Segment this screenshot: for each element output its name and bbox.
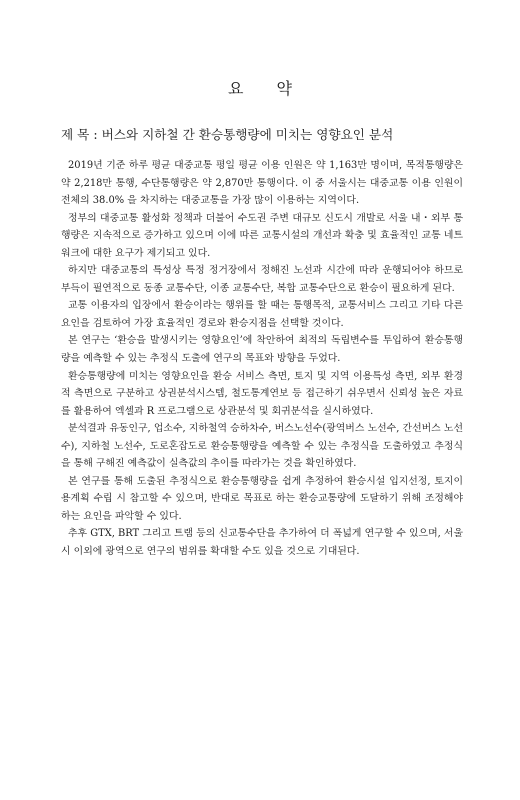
page-title: 요 약 bbox=[228, 79, 306, 98]
paragraph: 환승통행량에 미치는 영향요인을 환승 서비스 측면, 토지 및 지역 이용특성 측면, 외부 환경적 측면으로 구분하고 상권분석시스템, 철도통계연보 등 접근하기 쉬우면서 신뢰성 높은 자료를 활용하여 엑셀과 R 프로그램으로 상관분석 및 회귀분석을 실시하였다. bbox=[61, 370, 463, 417]
subject-line: 제 목 : 버스와 지하철 간 환승통행량에 미치는 영향요인 분석 bbox=[61, 127, 394, 142]
paragraph: 분석결과 유동인구, 업소수, 지하철역 승하차수, 버스노선수(광역버스 노선수, 간선버스 노선수), 지하철 노선수, 도로혼잡도로 환승통행량을 예측할 수 있는 추정식을 도출하였고 추정식을 통해 구해진 예측값이 실측값의 추이를 따라가는 것을 확인하였다. bbox=[61, 423, 463, 470]
paragraph: 하지만 대중교통의 특성상 특정 정거장에서 정해진 노선과 시간에 따라 운행되어야 하므로 부득이 필연적으로 동종 교통수단, 이종 교통수단, 복합 교통수단으로 환승이 필요하게 된다. bbox=[61, 265, 463, 294]
paragraph: 추후 GTX, BRT 그리고 트램 등의 신교통수단을 추가하여 더 폭넓게 연구할 수 있으며, 서울시 이외에 광역으로 연구의 범위를 확대할 수도 있을 것으로 기대된다. bbox=[61, 528, 463, 558]
paragraph: 본 연구는 ‘환승을 발생시키는 영향요인’에 착안하여 최적의 독립변수를 투입하여 환승통행량을 예측할 수 있는 추정식 도출에 연구의 목표와 방향을 두었다. bbox=[61, 335, 463, 365]
paragraph: 정부의 대중교통 활성화 정책과 더불어 수도권 주변 대규모 신도시 개발로 서울 내・외부 통행량은 지속적으로 증가하고 있으며 이에 따른 교통시설의 개선과 확충 및 효율적인 교통 네트워크에 대한 요구가 제기되고 있다. bbox=[61, 212, 463, 259]
summary-body bbox=[61, 157, 463, 561]
paragraph: 교통 이용자의 입장에서 환승이라는 행위를 할 때는 통행목적, 교통서비스 그리고 기타 다른 요인을 검토하여 가장 효율적인 경로와 환승지점을 선택할 것이다. bbox=[61, 300, 463, 329]
paragraph: 2019년 기준 하루 평균 대중교통 평일 평균 이용 인원은 약 1,163만 명이며, 목적통행량은 약 2,218만 통행, 수단통행량은 약 2,870만 통행이다. 이 중 서울시는 대중교통 이용 인원이 전체의 38.0% 을 차지하는 대중교통을 가장 많이 이용하는 지역이다. bbox=[61, 160, 463, 207]
paragraph: 본 연구를 통해 도출된 추정식으로 환승통행량을 쉽게 추정하여 환승시설 입지선정, 토지이용계획 수립 시 참고할 수 있으며, 반대로 목표로 하는 환승교통량에 도달하기 위해 조정해야 하는 요인을 파악할 수 있다. bbox=[61, 475, 463, 522]
